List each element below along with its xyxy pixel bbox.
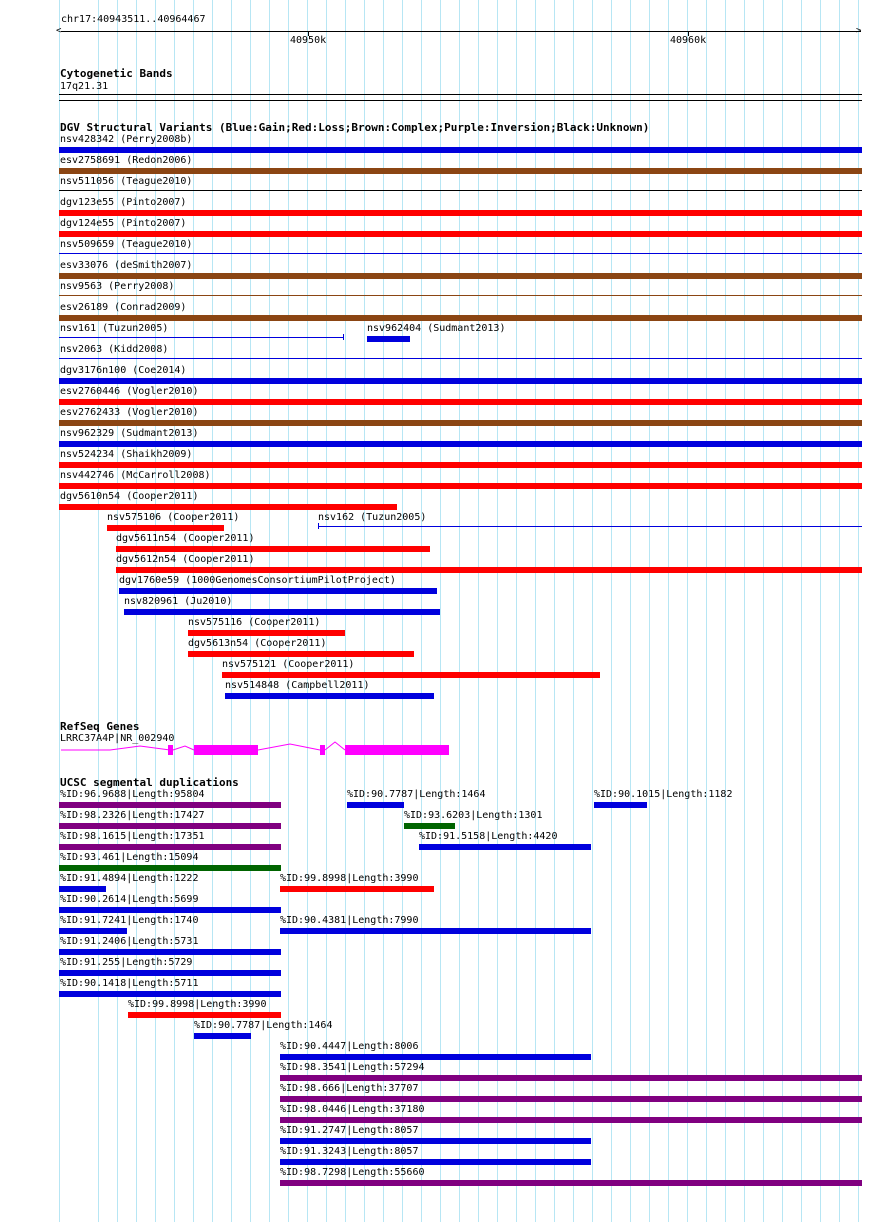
refseq-track-title: RefSeq Genes (60, 720, 140, 733)
feature-label[interactable]: %ID:99.8998|Length:3990 (280, 873, 419, 884)
feature-label[interactable]: %ID:90.4447|Length:8006 (280, 1041, 419, 1052)
feature-label[interactable]: %ID:93.461|Length:15094 (60, 852, 199, 863)
dgv-variant-bar[interactable] (59, 462, 862, 468)
segdup-bar[interactable] (280, 1138, 591, 1144)
grid-line (782, 0, 783, 1222)
grid-line (440, 0, 441, 1222)
feature-label[interactable]: nsv962329 (Sudmant2013) (60, 428, 199, 439)
feature-label[interactable]: %ID:91.2747|Length:8057 (280, 1125, 419, 1136)
feature-label[interactable]: nsv161 (Tuzun2005) (60, 323, 169, 334)
feature-label[interactable]: dgv1760e59 (1000GenomesConsortiumPilotProject) (119, 575, 396, 586)
segdup-bar[interactable] (59, 991, 281, 997)
grid-line (801, 0, 802, 1222)
cytoband-bar-bottom (59, 100, 862, 101)
feature-label[interactable]: dgv5612n54 (Cooper2011) (116, 554, 255, 565)
feature-label[interactable]: dgv3176n100 (Coe2014) (60, 365, 187, 376)
dgv-variant-bar[interactable] (59, 147, 862, 153)
dgv-variant-bar[interactable] (59, 378, 862, 384)
segdup-bar[interactable] (280, 928, 591, 934)
dgv-variant-bar[interactable] (318, 526, 862, 527)
feature-label[interactable]: %ID:96.9688|Length:95804 (60, 789, 205, 800)
ruler-location: chr17:40943511..40964467 (61, 14, 206, 25)
feature-label[interactable]: nsv2063 (Kidd2008) (60, 344, 169, 355)
dgv-variant-bar[interactable] (107, 525, 224, 531)
feature-label[interactable]: nsv514848 (Campbell2011) (225, 680, 370, 691)
segdup-bar[interactable] (594, 802, 647, 808)
feature-label[interactable]: %ID:91.255|Length:5729 (60, 957, 193, 968)
dgv-variant-bar[interactable] (222, 672, 600, 678)
grid-line (630, 0, 631, 1222)
segdup-bar[interactable] (59, 970, 281, 976)
feature-label[interactable]: %ID:90.7787|Length:1464 (347, 789, 486, 800)
segdups-track-title: UCSC segmental duplications (60, 776, 239, 789)
dgv-variant-bar[interactable] (225, 693, 434, 699)
segdup-bar[interactable] (280, 1054, 591, 1060)
feature-label[interactable]: nsv962404 (Sudmant2013) (367, 323, 506, 334)
dgv-variant-bar[interactable] (59, 273, 862, 279)
feature-label[interactable]: %ID:90.2614|Length:5699 (60, 894, 199, 905)
grid-line (592, 0, 593, 1222)
refseq-gene-label[interactable]: LRRC37A4P|NR_002940 (60, 733, 175, 744)
feature-label[interactable]: %ID:90.7787|Length:1464 (194, 1020, 333, 1031)
feature-label[interactable]: dgv5611n54 (Cooper2011) (116, 533, 255, 544)
feature-label[interactable]: nsv575116 (Cooper2011) (188, 617, 321, 628)
dgv-variant-bar[interactable] (59, 210, 862, 216)
segdup-bar[interactable] (280, 1096, 862, 1102)
grid-line (687, 0, 688, 1222)
segdup-bar[interactable] (59, 949, 281, 955)
dgv-variant-bar[interactable] (59, 483, 862, 489)
dgv-variant-bar[interactable] (59, 358, 862, 359)
grid-line (611, 0, 612, 1222)
ruler-axis (61, 31, 861, 32)
refseq-gene-model[interactable] (0, 740, 890, 760)
grid-line (763, 0, 764, 1222)
cytoband-bar-top (59, 94, 862, 95)
ruler-right-arrow-icon: > (856, 26, 862, 36)
cytobands-track-title: Cytogenetic Bands (60, 67, 173, 80)
feature-label[interactable]: %ID:98.666|Length:37707 (280, 1083, 419, 1094)
segdup-bar[interactable] (419, 844, 591, 850)
feature-label[interactable]: dgv123e55 (Pinto2007) (60, 197, 187, 208)
gene-exon (194, 745, 258, 755)
ruler-left-arrow-icon: < (56, 26, 62, 36)
segdup-bar[interactable] (404, 823, 455, 829)
dgv-variant-bar[interactable] (59, 420, 862, 426)
dgv-variant-bar[interactable] (59, 399, 862, 405)
feature-label[interactable]: esv26189 (Conrad2009) (60, 302, 187, 313)
grid-line (820, 0, 821, 1222)
grid-line (497, 0, 498, 1222)
feature-label[interactable]: %ID:91.5158|Length:4420 (419, 831, 558, 842)
dgv-variant-bar[interactable] (59, 190, 862, 191)
feature-label[interactable]: nsv428342 (Perry2008b) (60, 134, 193, 145)
segdup-bar[interactable] (59, 802, 281, 808)
gene-exon (345, 745, 449, 755)
segdup-bar[interactable] (128, 1012, 281, 1018)
gene-intron (258, 744, 320, 750)
feature-label[interactable]: nsv575121 (Cooper2011) (222, 659, 355, 670)
dgv-variant-bar[interactable] (59, 168, 862, 174)
segdup-bar[interactable] (59, 865, 281, 871)
dgv-variant-bar[interactable] (59, 504, 397, 510)
dgv-variant-bar[interactable] (124, 609, 440, 615)
dgv-track-title: DGV Structural Variants (Blue:Gain;Red:Loss;Brown:Complex;Purple:Inversion;Black:Unknown) (60, 121, 650, 134)
ruler-tick-label: 40960k (670, 35, 707, 46)
dgv-variant-bar[interactable] (119, 588, 437, 594)
feature-label[interactable]: esv2760446 (Vogler2010) (60, 386, 199, 397)
gene-exon (320, 745, 325, 755)
dgv-variant-bar[interactable] (59, 441, 862, 447)
dgv-variant-bar[interactable] (188, 651, 414, 657)
feature-end-tick (343, 334, 344, 340)
dgv-variant-bar[interactable] (116, 567, 862, 573)
feature-label[interactable]: %ID:98.2326|Length:17427 (60, 810, 205, 821)
dgv-variant-bar[interactable] (59, 231, 862, 237)
feature-end-tick (318, 523, 319, 529)
feature-label[interactable]: %ID:98.3541|Length:57294 (280, 1062, 425, 1073)
feature-label[interactable]: dgv5610n54 (Cooper2011) (60, 491, 199, 502)
feature-label[interactable]: %ID:91.3243|Length:8057 (280, 1146, 419, 1157)
feature-label[interactable]: dgv5613n54 (Cooper2011) (188, 638, 327, 649)
feature-label[interactable]: %ID:90.4381|Length:7990 (280, 915, 419, 926)
feature-label[interactable]: esv2758691 (Redon2006) (60, 155, 193, 166)
segdup-bar[interactable] (280, 1159, 591, 1165)
dgv-variant-bar[interactable] (367, 336, 410, 342)
feature-label[interactable]: %ID:91.2406|Length:5731 (60, 936, 199, 947)
feature-label[interactable]: %ID:99.8998|Length:3990 (128, 999, 267, 1010)
feature-label[interactable]: %ID:98.0446|Length:37180 (280, 1104, 425, 1115)
feature-label[interactable]: %ID:91.4894|Length:1222 (60, 873, 199, 884)
feature-label[interactable]: esv2762433 (Vogler2010) (60, 407, 199, 418)
grid-line (554, 0, 555, 1222)
segdup-bar[interactable] (280, 886, 434, 892)
feature-label[interactable]: nsv509659 (Teague2010) (60, 239, 193, 250)
feature-label[interactable]: %ID:98.7298|Length:55660 (280, 1167, 425, 1178)
grid-line (459, 0, 460, 1222)
feature-label[interactable]: nsv162 (Tuzun2005) (318, 512, 427, 523)
grid-line (725, 0, 726, 1222)
dgv-variant-bar[interactable] (188, 630, 345, 636)
feature-label[interactable]: nsv9563 (Perry2008) (60, 281, 175, 292)
grid-line (839, 0, 840, 1222)
segdup-bar[interactable] (280, 1180, 862, 1186)
feature-label[interactable]: nsv511056 (Teague2010) (60, 176, 193, 187)
gene-intron (325, 742, 345, 750)
grid-line (649, 0, 650, 1222)
segdup-bar[interactable] (59, 823, 281, 829)
segdup-bar[interactable] (59, 907, 281, 913)
segdup-bar[interactable] (59, 886, 106, 892)
grid-line (856, 0, 862, 1222)
grid-line (573, 0, 574, 1222)
gene-exon (168, 745, 173, 755)
feature-label[interactable]: nsv820961 (Ju2010) (124, 596, 233, 607)
dgv-variant-bar[interactable] (59, 315, 862, 321)
feature-label[interactable]: %ID:90.1418|Length:5711 (60, 978, 199, 989)
segdup-bar[interactable] (280, 1075, 862, 1081)
grid-line (706, 0, 707, 1222)
dgv-variant-bar[interactable] (59, 337, 344, 338)
grid-line (744, 0, 745, 1222)
feature-label[interactable]: dgv124e55 (Pinto2007) (60, 218, 187, 229)
feature-label[interactable]: nsv442746 (McCarroll2008) (60, 470, 211, 481)
ruler-tick-label: 40950k (290, 35, 327, 46)
feature-label[interactable]: %ID:90.1015|Length:1182 (594, 789, 733, 800)
dgv-variant-bar[interactable] (59, 295, 862, 296)
feature-label[interactable]: nsv524234 (Shaikh2009) (60, 449, 193, 460)
dgv-variant-bar[interactable] (116, 546, 430, 552)
segdup-bar[interactable] (280, 1117, 862, 1123)
gene-intron (173, 746, 194, 750)
segdup-bar[interactable] (59, 844, 281, 850)
gene-intron (61, 746, 170, 750)
feature-label[interactable]: %ID:93.6203|Length:1301 (404, 810, 543, 821)
grid-line (478, 0, 479, 1222)
dgv-variant-bar[interactable] (59, 253, 862, 254)
feature-label[interactable]: nsv575106 (Cooper2011) (107, 512, 240, 523)
grid-line (668, 0, 669, 1222)
segdup-bar[interactable] (194, 1033, 251, 1039)
grid-line (535, 0, 536, 1222)
feature-label[interactable]: %ID:98.1615|Length:17351 (60, 831, 205, 842)
feature-label[interactable]: %ID:91.7241|Length:1740 (60, 915, 199, 926)
segdup-bar[interactable] (347, 802, 404, 808)
feature-label[interactable]: esv33076 (deSmith2007) (60, 260, 193, 271)
grid-line (516, 0, 517, 1222)
cytoband-label: 17q21.31 (60, 81, 109, 92)
segdup-bar[interactable] (59, 928, 127, 934)
